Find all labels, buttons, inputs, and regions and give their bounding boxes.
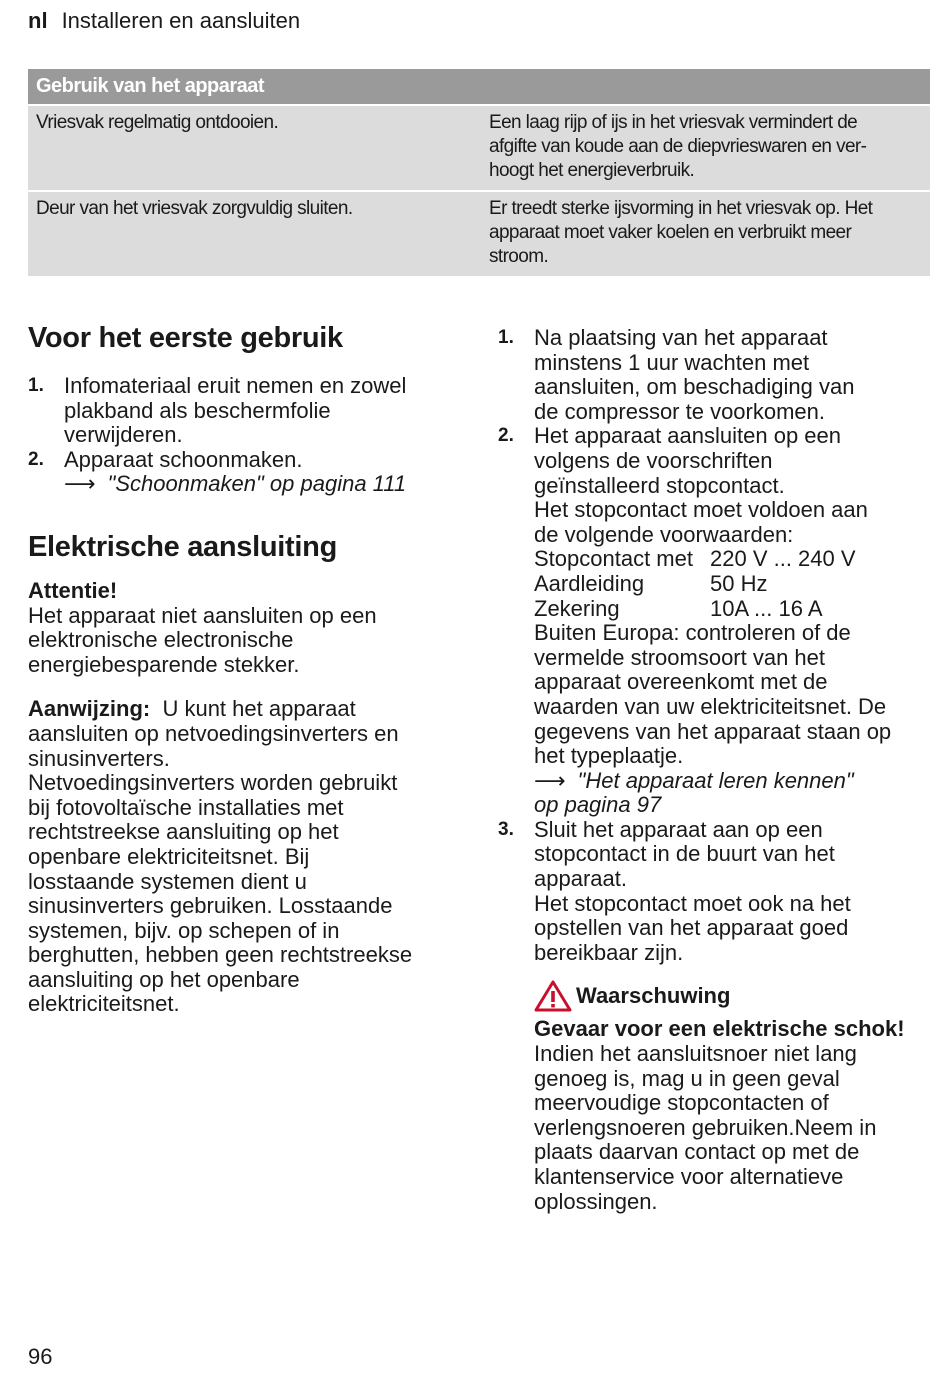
step-line: gegevens van het apparaat staan op [534,718,892,744]
text-line: elektriciteitsnet. [28,991,180,1017]
step-line: Het stopcontact moet ook na het [534,890,851,916]
step-line: de compressor te voorkomen. [534,398,826,424]
table-cell-tip [28,192,481,276]
left-column [28,320,468,1017]
step-number: 1. [28,375,44,396]
step-line: Na plaatsing van het apparaat [534,325,828,350]
warning-label: Waarschuwing [576,983,731,1009]
table-row [28,104,930,190]
step-line: bereikbaar zijn. [534,939,684,965]
warning-line: genoeg is, mag u in geen geval [534,1065,840,1091]
text-line: berghutten, hebben geen rechtstreekse [28,942,413,968]
table-cell-tip [28,106,481,190]
step-line: het typeplaatje. [534,743,684,769]
page-number: 96 [28,1344,53,1369]
text-line: energiebesparende stekker. [28,651,300,677]
text-line: sinusinverters. [28,745,170,771]
step-line: geïnstalleerd stopcontact. [534,472,785,498]
cell-line: hoogt het energieverbruik. [489,160,695,181]
text-line: bij fotovoltaïsche installaties met [28,794,344,820]
table-cell-effect [481,192,930,276]
attention-label: Attentie! [28,577,118,603]
warning-line: meervoudige stopcontacten of [534,1090,829,1116]
warning-triangle-icon [534,980,572,1012]
list-item [28,374,468,448]
step-line: Het stopcontact moet voldoen aan [534,497,868,523]
section-title: Installeren en aansluiten [61,8,301,33]
text-line: aansluiting op het openbare [28,966,300,992]
step-line: opstellen van het apparaat goed [534,915,849,941]
cell-line: afgifte van koude aan de diepvrieswaren en ver- [489,136,867,157]
text-line: losstaande systemen dient u [28,868,307,894]
step-line: verwijderen. [64,422,183,448]
electrical-heading: Elektrische aansluiting [28,530,337,563]
arrow-right-icon: ⟶ [534,767,566,793]
text-line: systemen, bijv. op schepen of in [28,917,340,943]
step-line: stopcontact in de buurt van het [534,841,835,867]
step-line: plakband als beschermfolie [64,397,331,423]
table-cell-effect [481,106,930,190]
cell-line: Een laag rijp of ijs in het vriesvak vermindert de [489,112,858,133]
text-line: sinusinverters gebruiken. Losstaande [28,893,393,919]
step-number: 2. [498,425,514,447]
warning-line: klantenservice voor alternatieve [534,1164,844,1189]
spec-label: Aardleiding [534,570,645,596]
cell-line: Deur van het vriesvak zorgvuldig sluiten. [36,198,353,219]
step-line: Het apparaat aansluiten op een [534,423,842,449]
step-line: apparaat overeenkomt met de [534,669,828,695]
language-code: nl [28,8,48,33]
list-item [498,818,930,1214]
text-line: U kunt het apparaat [162,696,356,722]
step-number: 1. [498,327,514,348]
step-line: waarden van uw elektriciteitsnet. De [534,693,887,719]
usage-table [28,69,930,276]
list-item [28,448,468,497]
arrow-right-icon: ⟶ [64,471,96,497]
list-item [498,424,930,818]
warning-title [534,979,930,1013]
step-line: Buiten Europa: controleren of de [534,620,851,646]
cell-line: apparaat moet vaker koelen en verbruikt meer [489,222,852,243]
text-line: Netvoedingsinverters worden gebruikt [28,770,398,796]
step-line: aansluiten, om beschadiging van [534,374,855,400]
attention-text [28,604,468,678]
spec-value: 220 V ... 240 V [710,546,856,572]
warning-line: oplossingen. [534,1188,658,1214]
step-line: Apparaat schoonmaken. [64,446,303,472]
note-text [28,697,468,1017]
first-use-heading: Voor het eerste gebruik [28,322,343,354]
step-line: vermelde stroomsoort van het [534,644,826,670]
xref-text: "Het apparaat leren kennen" [577,767,854,793]
cell-line: Er treedt sterke ijsvorming in het vriesvak op. Het [489,198,873,219]
text-line: rechtstreekse aansluiting op het [28,819,339,845]
page-header [28,8,300,34]
spec-value: 50 Hz [710,570,768,596]
table-title: Gebruik van het apparaat [28,69,930,104]
text-line: Het apparaat niet aansluiten op een [28,602,377,628]
cell-line: Vriesvak regelmatig ontdooien. [36,112,279,133]
step-number: 2. [28,448,44,470]
text-line: openbare elektriciteitsnet. Bij [28,843,310,869]
spec-table [534,547,930,621]
step-line: volgens de voorschriften [534,447,773,473]
warning-line: plaats daarvan contact op met de [534,1139,860,1165]
warning-heading: Gevaar voor een elektrische schok! [534,1016,905,1042]
step-line: apparaat. [534,866,627,892]
text-line: elektronische electronische [28,627,294,653]
step-line: de volgende voorwaarden: [534,521,794,547]
xref-text: op pagina 97 [534,792,662,818]
spec-value: 10A ... 16 A [710,595,823,621]
step-line: minstens 1 uur wachten met [534,349,810,375]
xref-text: "Schoonmaken" op pagina 111 [107,471,407,497]
step-number: 3. [498,818,514,840]
cross-reference-link[interactable] [534,769,930,818]
spec-label: Zekering [534,595,620,621]
cross-reference-link[interactable] [64,472,468,497]
step-line: Infomateriaal eruit nemen en zowel [64,373,407,398]
step-line: Sluit het apparaat aan op een [534,816,823,842]
warning-line: verlengsnoeren gebruiken.Neem in [534,1114,877,1140]
warning-line: Indien het aansluitsnoer niet lang [534,1041,857,1067]
cell-line: stroom. [489,246,549,267]
spec-label: Stopcontact met [534,546,693,572]
right-column [498,326,930,1214]
list-item [498,326,930,424]
table-row [28,190,930,276]
text-line: aansluiten op netvoedingsinverters en [28,720,399,746]
note-label: Aanwijzing: [28,696,151,722]
